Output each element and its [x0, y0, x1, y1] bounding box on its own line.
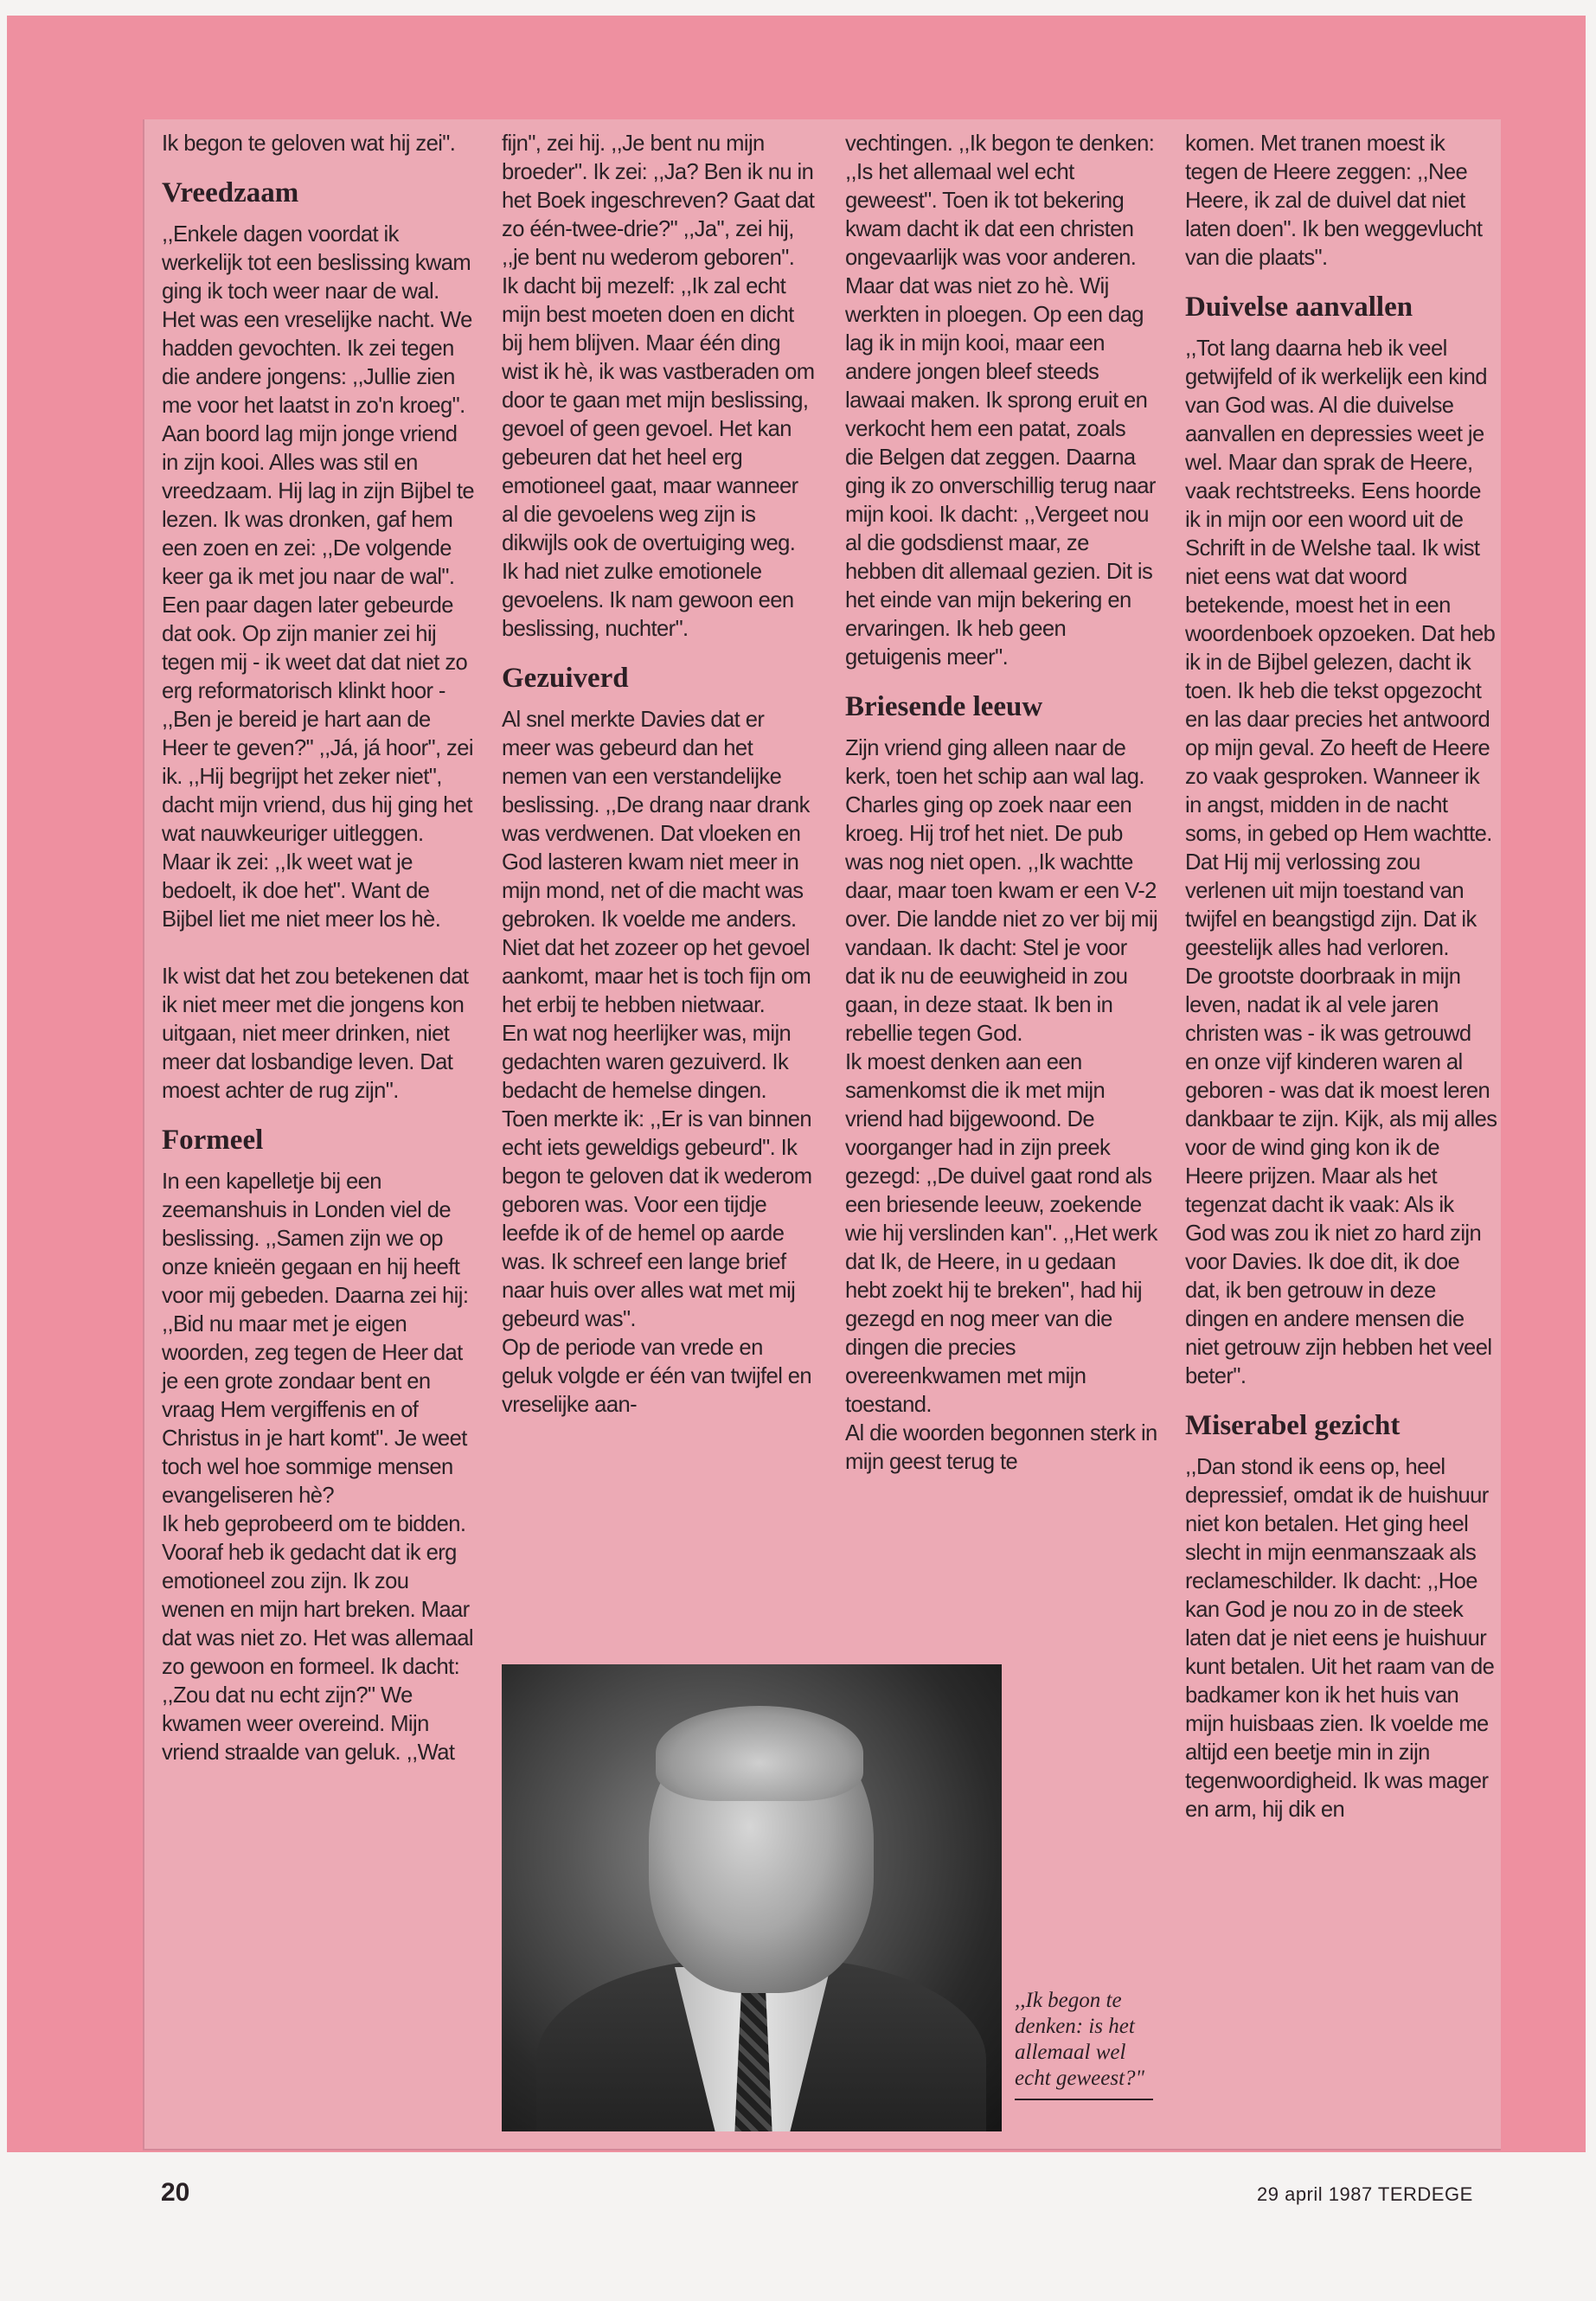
- paragraph: In een kapelletje bij een zeemanshuis in Londen viel de beslissing. ,,Samen zijn we op onze knieën gegaan en hij heeft voor mij gebeden. Daarna zei hij: ,,Bid nu maar met je eigen woorden, zeg tegen de Heer dat je een grote zondaar bent en vraag Hem vergiffenis en of Christus in je hart komt". Je weet toch wel hoe sommige mensen evangeliseren hè?: [162, 1170, 469, 1508]
- paragraph: vechtingen. ,,Ik begon te denken: ,,Is het allemaal wel echt geweest". Toen ik tot bekering kwam dacht ik dat een christen ongevaarlijk was voor anderen. Maar dat was niet zo hè. Wij werkten in ploegen. Op een dag lag ik in mijn kooi, maar een andere jongen bleef steeds lawaai maken. Ik sprong eruit en verkocht hem een patat, zoals die Belgen dat zeggen. Daarna ging ik zo onverschillig terug naar mijn kooi. Ik dacht: ,,Vergeet nou al die godsdienst maar, ze hebben dit allemaal gezien. Dit is het einde van mijn bekering en ervaringen. Ik heb geen getuigenis meer".: [845, 131, 1156, 670]
- photo-caption: ,,Ik begon te denken: is het allemaal wel echt geweest?": [1015, 1988, 1153, 2100]
- article-column-4: [1185, 130, 1498, 1824]
- section-heading: Miserabel gezicht: [1185, 1410, 1401, 1441]
- paragraph: Al die woorden begonnen sterk in mijn geest terug te: [845, 1421, 1157, 1474]
- paragraph: De grootste doorbraak in mijn leven, nadat ik al vele jaren christen was - ik was getrouwd en onze vijf kinderen waren al geboren - was dat ik moest leren dankbaar te zijn. Kijk, als mij alles voor de wind ging kon ik de Heere prijzen. Maar als het tegenzat dacht ik vaak: Als ik God was zou ik niet zo hard zijn voor Davies. Ik doe dit, ik doe dat, ik ben getrouw in deze dingen en andere mensen die niet getrouw zijn hebben het veel beter".: [1185, 965, 1497, 1388]
- section-heading: Formeel: [162, 1125, 264, 1156]
- paragraph: Zijn vriend ging alleen naar de kerk, toen het schip aan wal lag. Charles ging op zoek naar een kroeg. Hij trof het niet. De pub was nog niet open. ,,Ik wachtte daar, maar toen kwam er een V-2 over. Die landde niet zo ver bij mij vandaan. Ik dacht: Stel je voor dat ik nu de eeuwigheid in zou gaan, in deze staat. Ik ben in rebellie tegen God.: [845, 736, 1158, 1046]
- paragraph: fijn", zei hij. ,,Je bent nu mijn broeder". Ik zei: ,,Ja? Ben ik nu in het Boek ingeschreven? Gaat dat zo één-twee-drie?" ,,Ja", zei hij, ,,je bent nu wederom geboren".: [502, 131, 815, 270]
- section-heading: Vreedzaam: [162, 177, 299, 208]
- photo-hair: [656, 1706, 863, 1801]
- paragraph: Ik wist dat het zou betekenen dat ik niet meer met die jongens kon uitgaan, niet meer drinken, niet meer dat losbandige leven. Dat moest achter de rug zijn".: [162, 965, 469, 1103]
- paragraph: Ik moest denken aan een samenkomst die ik met mijn vriend had bijgewoond. De voorganger had in zijn preek gezegd: ,,De duivel gaat rond als een briesende leeuw, zoekende wie hij verslinden kan". ,,Het werk dat Ik, de Heere, in u gedaan hebt zoekt hij te breken", had hij gezegd en nog meer van die dingen die precies overeenkwamen met mijn toestand.: [845, 1050, 1157, 1417]
- paragraph: Ik begon te geloven wat hij zei".: [162, 131, 456, 156]
- article-column-3: [845, 130, 1158, 1477]
- paragraph: Ik dacht bij mezelf: ,,Ik zal echt mijn best moeten doen en dicht bij hem blijven. Maar één ding wist ik hè, ik was vastberaden om door te gaan met mijn beslissing, gevoel of geen gevoel. Het kan gebeuren dat het heel erg emotioneel gaat, maar wanneer al die gevoelens weg zijn is dikwijls ook de overtuiging weg. Ik had niet zulke emotionele gevoelens. Ik nam gewoon een beslissing, nuchter".: [502, 274, 815, 641]
- issue-date-magazine: 29 april 1987 TERDEGE: [1257, 2183, 1473, 2205]
- paragraph: Al snel merkte Davies dat er meer was gebeurd dan het nemen van een verstandelijke beslissing. ,,De drang naar drank was verdwenen. Dat vloeken en God lasteren kwam niet meer in mijn mond, net of die macht was gebroken. Ik voelde me anders. Niet dat het zozeer op het gevoel aankomt, maar het is toch fijn om het erbij te hebben nietwaar.: [502, 708, 811, 1017]
- paragraph: En wat nog heerlijker was, mijn gedachten waren gezuiverd. Ik bedacht de hemelse dingen. Toen merkte ik: ,,Er is van binnen echt iets geweldigs gebeurd". Ik begon te geloven dat ik wederom geboren was. Voor een tijdje leefde ik of de hemel op aarde was. Ik schreef een lange brief naar huis over alles wat met mij gebeurd was".: [502, 1022, 812, 1331]
- article-column-2: [502, 130, 815, 1420]
- section-heading: Gezuiverd: [502, 663, 629, 694]
- article-column-1: [162, 130, 475, 1767]
- paragraph: Een paar dagen later gebeurde dat ook. Op zijn manier zei hij tegen mij - ik weet dat dat niet zo erg reformatorisch klinkt hoor - ,,Ben je bereid je hart aan de Heer te geven?" ,,Já, já hoor", zei ik. ,,Hij begrijpt het zeker niet", dacht mijn vriend, dus hij ging het wat nauwkeuriger uitleggen. Maar ik zei: ,,Ik weet wat je bedoelt, ik doe het". Want de Bijbel liet me niet meer los hè.: [162, 593, 473, 932]
- section-heading: Briesende leeuw: [845, 691, 1043, 722]
- paragraph: ,,Dan stond ik eens op, heel depressief, omdat ik de huishuur niet kon betalen. Het ging heel slecht in mijn eenmanszaak als reclameschilder. Ik dacht: ,,Hoe kan God je nou zo in de steek laten dat je niet eens je huishuur kunt betalen. Uit het raam van de badkamer kon ik het huis van mijn huisbaas zien. Ik voelde me altijd een beetje min in zijn tegenwoordigheid. Ik was mager en arm, hij dik en: [1185, 1455, 1495, 1822]
- paragraph: ,,Tot lang daarna heb ik veel getwijfeld of ik werkelijk een kind van God was. Al die duivelse aanvallen en depressies weet je wel. Maar dan sprak de Heere, vaak rechtstreeks. Eens hoorde ik in mijn oor een woord uit de Schrift in de Welshe taal. Ik wist niet eens wat dat woord betekende, moest het in een woordenboek opzoeken. Dat heb ik in de Bijbel gelezen, dacht ik toen. Ik heb die tekst opgezocht en las daar precies het antwoord op mijn geval. Zo heeft de Heere zo vaak gesproken. Wanneer ik in angst, midden in de nacht soms, in gebed op Hem wachtte. Dat Hij mij verlossing zou verlenen uit mijn toestand van twijfel en beangstigd zijn. Dat ik geestelijk alles had verloren.: [1185, 336, 1496, 960]
- paragraph: Op de periode van vrede en geluk volgde er één van twijfel en vreselijke aan-: [502, 1336, 812, 1417]
- page-number: 20: [161, 2178, 190, 2207]
- paragraph: komen. Met tranen moest ik tegen de Heere zeggen: ,,Nee Heere, ik zal de duivel dat niet laten doen". Ik ben weggevlucht van die plaats".: [1185, 131, 1483, 270]
- paragraph: ,,Enkele dagen voordat ik werkelijk tot een beslissing kwam ging ik toch weer naar de wal. Het was een vreselijke nacht. We hadden gevochten. Ik zei tegen die andere jongens: ,,Jullie zien me voor het laatst in zo'n kroeg". Aan boord lag mijn jonge vriend in zijn kooi. Alles was stil en vreedzaam. Hij lag in zijn Bijbel te lezen. Ik was dronken, gaf hem een zoen en zei: ,,De volgende keer ga ik met jou naar de wal".: [162, 222, 475, 589]
- section-heading: Duivelse aanvallen: [1185, 292, 1413, 323]
- portrait-photo: [502, 1664, 1002, 2131]
- paragraph: Ik heb geprobeerd om te bidden. Vooraf heb ik gedacht dat ik erg emotioneel zou zijn. Ik zou wenen en mijn hart breken. Maar dat was niet zo. Het was allemaal zo gewoon en formeel. Ik dacht: ,,Zou dat nu echt zijn?" We kwamen weer overeind. Mijn vriend straalde van geluk. ,,Wat: [162, 1512, 474, 1765]
